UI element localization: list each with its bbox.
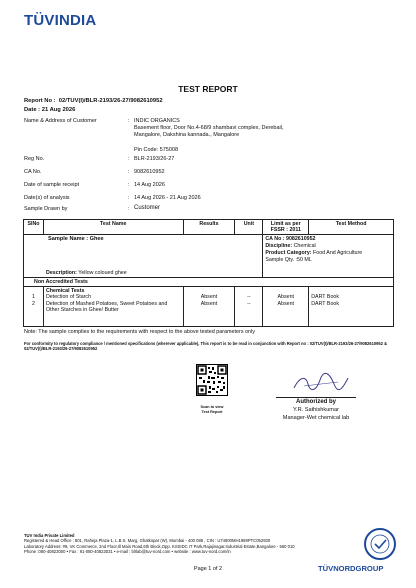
section-non-accredited: Non Accredited Tests	[24, 278, 394, 287]
method-cell	[309, 287, 394, 327]
row-2-name: Detection of Mashed Potatoes, Sweet Potatoes and Other Starches in Ghee/ Butter	[45, 300, 168, 314]
report-date-value: 21 Aug 2026	[41, 106, 76, 113]
compliance-note: Note: The sample complies to the requirements with respect to the above tested parameters only	[24, 329, 255, 335]
row-1-unit: --	[247, 294, 251, 301]
tuv-certification-seal	[364, 528, 396, 560]
info-value: Basement floor, Door No.4-68/9 shambavi complex, Derebail, Mangalore, Dakshina kannada., Mangalore	[134, 125, 284, 139]
info-value: INDIC ORGANICS	[134, 118, 180, 124]
results-cell	[183, 287, 235, 327]
row-2-limit: Absent	[277, 300, 295, 307]
description-label: Description:	[46, 270, 77, 276]
footer-registered: Registered & Head Office : 801, Raheja Plaza-1, L.B.S. Marg, Ghatkopar (W), Mumbai - 400 086 , CIN : U74900MH1989PTC052930	[24, 538, 271, 544]
page-number: Page 1 of 2	[193, 566, 223, 572]
report-no-value: 02/TUV(I)/BLR-2193/26-27/9082610952	[58, 98, 163, 104]
authorized-title: Authorized by	[296, 399, 336, 405]
discipline-label: Discipline:	[265, 243, 293, 249]
header-results: Results	[183, 220, 235, 235]
header-test-method: Test Method	[309, 220, 394, 235]
authorized-block	[266, 398, 366, 422]
sl-cell	[24, 287, 44, 327]
limit-cell	[263, 287, 309, 327]
sample-left-cell	[24, 235, 263, 278]
product-category-label: Product Category:	[265, 250, 312, 256]
report-number-line	[24, 97, 163, 106]
report-date-label: Date :	[24, 106, 41, 113]
tuv-nord-group-logo: TÜVNORDGROUP	[318, 564, 384, 573]
discipline	[265, 243, 391, 250]
info-colon: :	[128, 156, 130, 162]
row-2-unit: --	[247, 300, 251, 307]
report-title: TEST REPORT	[178, 84, 238, 94]
footer-company: TUV India Private Limited	[24, 533, 75, 538]
info-colon: :	[128, 206, 130, 212]
header-limit: Limit as per FSSR : 2011	[263, 220, 309, 235]
info-value: 14 Aug 2026	[134, 182, 165, 188]
product-category-value: Food And Agriculture	[313, 250, 363, 256]
row-1-name: Detection of Starch	[45, 294, 92, 301]
description-value: Yellow coloued ghee	[78, 270, 127, 276]
info-value: BLR-2193/26-27	[134, 156, 175, 162]
qr-code-graphic	[197, 365, 227, 395]
info-colon: :	[128, 118, 130, 124]
qr-caption-line-2: Test Report	[201, 409, 223, 414]
info-label: Reg No.	[24, 156, 45, 162]
sample-name: Sample Name : Ghee	[48, 236, 104, 242]
product-category	[265, 250, 391, 257]
info-label: Date(s) of analysis	[24, 195, 70, 201]
seal-icon	[366, 530, 394, 558]
row-1-method: DART Book	[311, 294, 339, 301]
row-1-result: Absent	[200, 294, 218, 301]
info-colon: :	[128, 195, 130, 201]
row-2-result: Absent	[200, 300, 218, 307]
group-chemical-tests: Chemical Tests	[45, 288, 85, 294]
info-label: CA No.	[24, 169, 42, 175]
data-row	[24, 287, 394, 327]
info-colon: :	[128, 169, 130, 175]
header-unit: Unit	[235, 220, 263, 235]
sample-info-row	[24, 235, 394, 278]
footer-lab: Laboratory Address: #8, VK Commerce, 2nd Floor,Ill Main Road,6th Block,Opp. KSSIDC IT Park,Rajajinagar,Industrial Estate,Bangalore - 560 010	[24, 543, 295, 549]
unit-cell	[235, 287, 263, 327]
report-header	[24, 97, 163, 114]
footer-contact: Phone :080-40823000 • Fax : 91-080-40823031 • e-mail : blrlab@tuv-nord.com • website : www.tuv-nord.com/in	[24, 549, 231, 555]
discipline-value: Chemical	[293, 243, 316, 249]
test-name-cell	[43, 287, 183, 327]
conformity-statement: For conformity to regulatory compliance / mentioned specifications (wherever applicable), This report is to be read in conjunction with Report no : 02/TUV(I)/BLR-2193/26-27/9082610952 & 02/TUV(I)/BLR-2193/26-27/9082610952	[24, 341, 388, 352]
qr-code[interactable]	[196, 364, 228, 396]
test-results-table	[23, 219, 394, 327]
sample-description	[46, 270, 127, 276]
info-value: Customer	[134, 205, 161, 211]
info-label: Date of sample receipt	[24, 182, 80, 188]
table-header-row	[24, 220, 394, 235]
info-value: 14 Aug 2026 - 21 Aug 2026	[134, 195, 201, 201]
row-1-sl: 1	[32, 294, 35, 301]
section-row	[24, 278, 394, 287]
sample-right-cell	[263, 235, 394, 278]
row-2-method: DART Book	[311, 300, 339, 307]
authorized-name: Y.R. Sathishkumar	[293, 407, 339, 413]
ca-number: CA No : 9082610952	[265, 236, 316, 242]
tuv-india-logo: TÜVINDIA	[24, 12, 97, 29]
row-1-limit: Absent	[277, 294, 295, 301]
header-slno: SlNo	[24, 220, 44, 235]
info-label: Name & Address of Customer	[24, 118, 97, 124]
row-2-sl: 2	[32, 300, 35, 307]
qr-caption	[186, 405, 238, 414]
report-date-line	[24, 106, 163, 115]
info-colon: :	[128, 182, 130, 188]
info-label: Sample Drawn by	[24, 206, 68, 212]
report-no-label: Report No :	[24, 98, 56, 104]
header-test-name: Test Name	[43, 220, 183, 235]
sample-quantity: Sample Qty. :50 ML	[265, 257, 312, 263]
company-footer	[24, 533, 354, 555]
info-value: Pin Code: 575008	[134, 147, 179, 153]
signature-image	[290, 372, 352, 394]
authorized-role: Manager-Wet chemical lab	[282, 415, 350, 421]
info-value: 9082610952	[134, 169, 165, 175]
qr-caption-line-1: Scan to view	[200, 405, 224, 409]
